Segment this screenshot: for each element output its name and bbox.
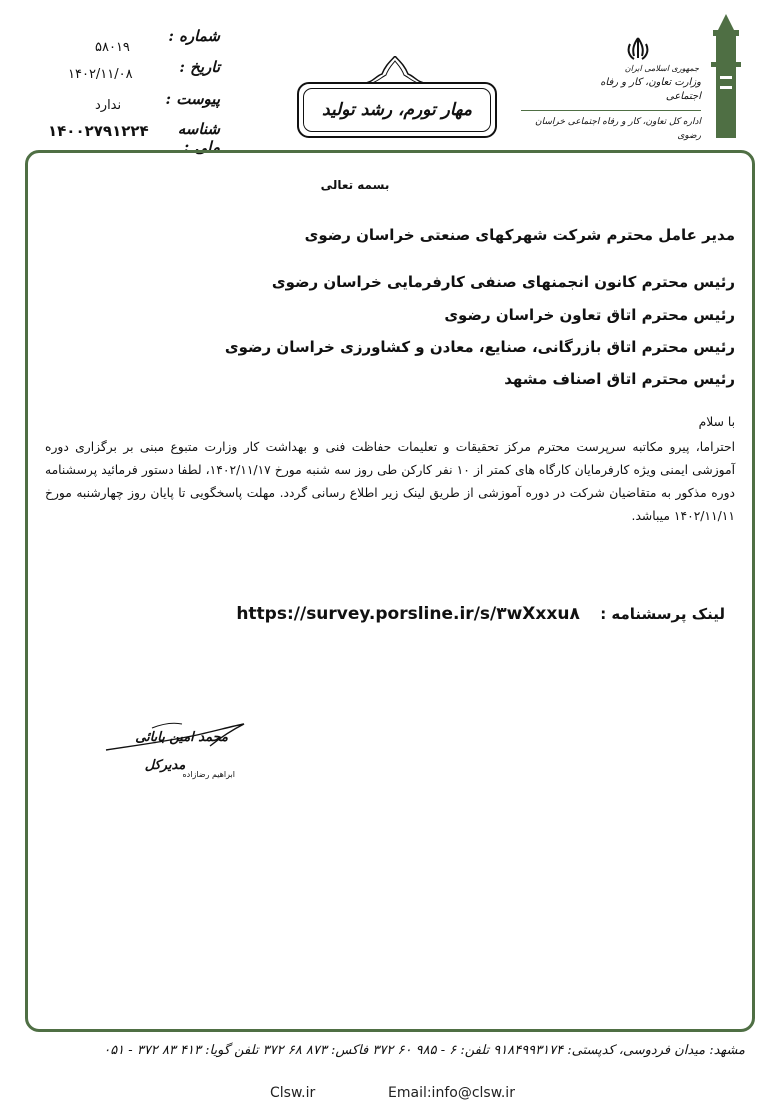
national-id-label: شناسه ملی :: [177, 120, 220, 156]
letter-body: احتراما، پیرو مکاتبه سرپرست محترم مرکز تحقیقات و تعلیمات حفاظت فنی و بهداشت کار وزارت متبوع مبنی بر برگزاری دوره آموزشی ایمنی ویژه کارفرمایان کارگاه های کمتر از ۱۰ نفر کارکن طی روز سه شنبه مورخ ۱۴۰۲/۱۱/۱۷، لطفا دستور فرمائید پرسشنامه دوره مذکور به متقاضیان شرکت در دوره آموزشی از طریق لینک زیر اطلاع رسانی گردد. مهلت پاسخگویی تا پایان روز چهارشنبه مورخ ۱۴۰۲/۱۱/۱۱ میباشد.: [45, 440, 735, 523]
footer-website[interactable]: Clsw.ir: [270, 1085, 316, 1101]
minaret-icon: [704, 14, 748, 138]
recipient-3: رئیس محترم اتاق بازرگانی، صنایع، معادن و کشاورزی خراسان رضوی: [224, 338, 735, 356]
slogan-text: مهار تورم، رشد تولید: [303, 88, 491, 132]
survey-link-gap: [585, 604, 595, 623]
survey-link-label: لینک پرسشنامه :: [600, 605, 725, 623]
iran-emblem-icon: [624, 36, 652, 62]
number-value: ۵۸۰۱۹: [95, 40, 130, 55]
survey-link-row: [185, 604, 725, 624]
emblem-line-2: وزارت تعاون، کار و رفاه اجتماعی: [600, 77, 701, 102]
number-label: شماره :: [168, 27, 220, 45]
recipient-4: رئیس محترم اتاق اصناف مشهد: [504, 370, 735, 388]
emblem-line-3: اداره کل تعاون، کار و رفاه اجتماعی خراسان رضوی: [521, 110, 701, 143]
ministry-emblem: [535, 14, 751, 141]
date-value: ۱۴۰۲/۱۱/۰۸: [68, 67, 133, 82]
signature-name: محمد امین بابائی: [135, 730, 228, 745]
emblem-line-1: جمهوری اسلامی ایران: [624, 64, 699, 73]
recipient-2: رئیس محترم اتاق تعاون خراسان رضوی: [444, 306, 735, 324]
slogan-dome-ornament: [362, 56, 428, 84]
footer-address: مشهد: میدان فردوسی، کدپستی: ۹۱۸۴۹۹۳۱۷۴ تلفن: ۶ - ۹۸۵ ۶۰ ۳۷۲ فاکس: ۸۷۳ ۶۸ ۳۷۲ تلفن گویا: ۴۱۳ ۸۳ ۳۷۲ - ۰۵۱: [103, 1043, 745, 1058]
survey-link-url[interactable]: https://survey.porsline.ir/s/۳wXxxu۸: [236, 604, 580, 624]
slogan-frame: [297, 82, 497, 138]
date-label: تاریخ :: [179, 58, 220, 76]
bismillah: بسمه تعالی: [320, 178, 390, 192]
signature-note: ابراهیم رضازاده: [182, 770, 235, 779]
greeting: با سلام: [698, 415, 735, 429]
signature-title: مدیرکل: [144, 758, 186, 773]
recipient-main: مدیر عامل محترم شرکت شهرکهای صنعتی خراسان رضوی: [304, 226, 735, 244]
recipient-1: رئیس محترم کانون انجمنهای صنفی کارفرمایی خراسان رضوی: [271, 273, 735, 291]
attachment-value: ندارد: [95, 98, 122, 113]
national-id-value: ۱۴۰۰۲۷۹۱۲۲۴: [48, 122, 149, 140]
attachment-label: پیوست :: [165, 90, 220, 108]
footer-email[interactable]: Email:info@clsw.ir: [388, 1085, 515, 1101]
